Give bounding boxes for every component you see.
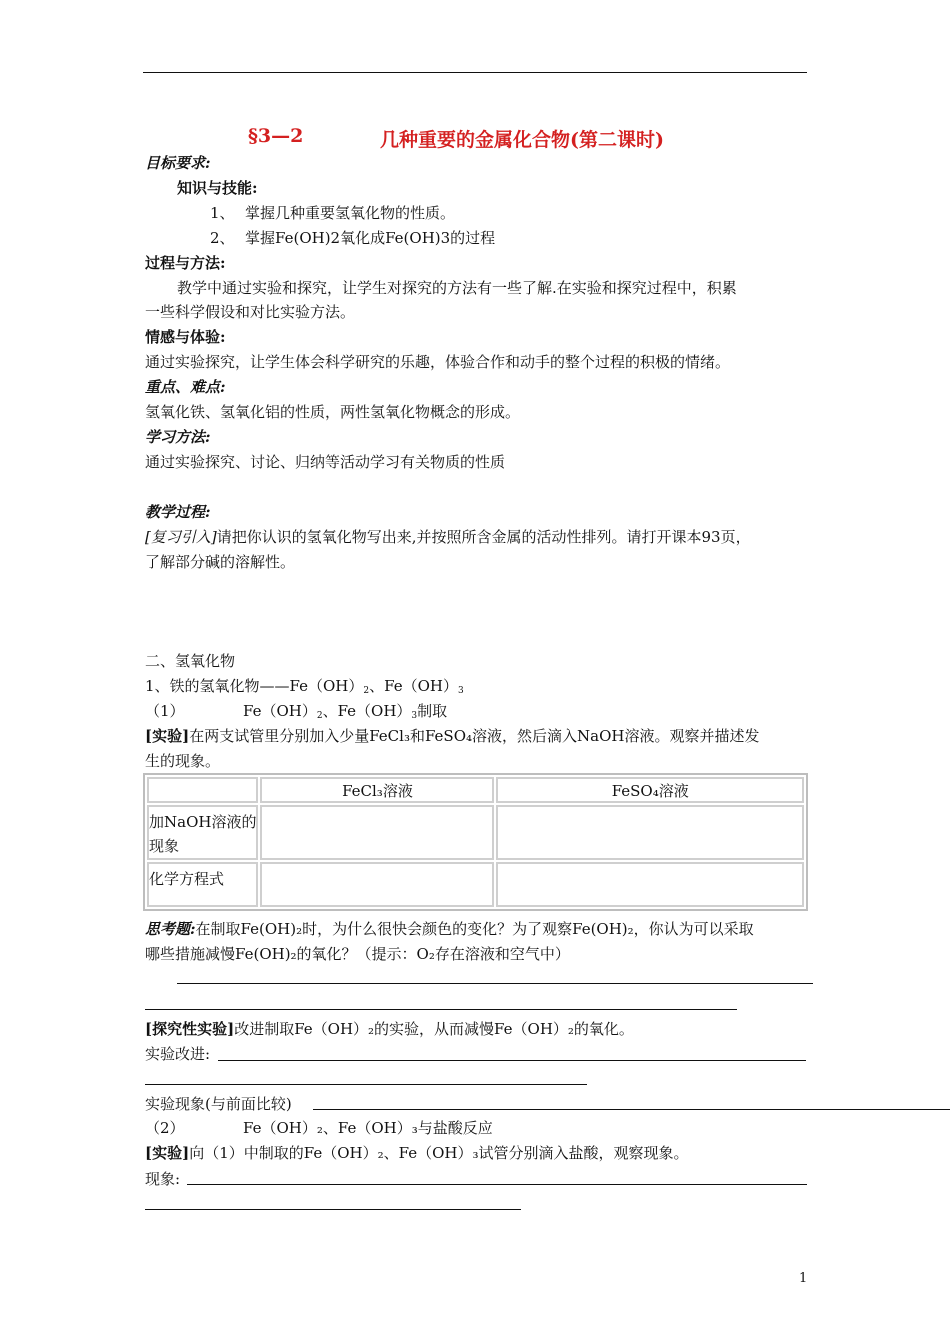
process-text-line2: 一些科学假设和对比实验方法。 (145, 303, 356, 321)
review-text: 请把你认识的氢氧化物写出来,并按照所含金属的活动性排列。请打开课本93页， (216, 528, 751, 546)
experiment2-line (145, 1142, 688, 1163)
item1-mid: 、Fe（OH） (322, 702, 412, 720)
goal-item-text: 掌握几种重要氢氧化物的性质。 (245, 204, 456, 222)
emotion-text: 通过实验探究，让学生体会科学研究的乐趣，体验合作和动手的整个过程的积极的情绪。 (145, 353, 731, 371)
page-number: 1 (799, 1271, 808, 1286)
explore-text: 改进制取Fe（OH）₂的实验，从而减慢Fe（OH）₂的氧化。 (234, 1020, 634, 1038)
table-row-label-phenomenon (147, 805, 258, 860)
phenomenon-compare-line[interactable] (313, 1109, 950, 1110)
iron-hydroxide-text: 1、铁的氢氧化物——Fe（OH） (145, 677, 364, 695)
think-line2: 哪些措施减慢Fe(OH)₂的氧化？（提示：O₂存在溶液和空气中） (145, 945, 570, 963)
method-heading: 学习方法: (145, 428, 211, 446)
phenomenon-answer-line-2[interactable] (145, 1209, 521, 1210)
goal-item-num: 2、 (210, 229, 235, 247)
table-header-feso4: FeSO₄溶液 (496, 777, 804, 803)
subscript: 2 (316, 711, 323, 721)
table-row-label-equation: 化学方程式 (147, 862, 258, 907)
page-title-section: §3—2 (248, 125, 304, 147)
subscript: 2 (363, 686, 370, 696)
item2-text: Fe（OH）₂、Fe（OH）₃与盐酸反应 (243, 1119, 493, 1137)
experiment-tag: [实验] (145, 1144, 190, 1162)
experiment-text: 在两支试管里分别加入少量FeCl₃和FeSO₄溶液，然后滴入NaOH溶液。观察并描述发 (189, 727, 760, 745)
item1-pre: Fe（OH） (243, 702, 317, 720)
subscript: 3 (411, 711, 418, 721)
item2-num: （2） (145, 1119, 185, 1137)
improve-label: 实验改进: (145, 1045, 211, 1063)
answer-line[interactable] (145, 1009, 737, 1010)
process-text-line1: 教学中通过实验和探究，让学生对探究的方法有一些了解.在实验和探究过程中，积累 (177, 279, 737, 297)
review-line2: 了解部分碱的溶解性。 (145, 553, 296, 571)
process-heading: 过程与方法: (145, 254, 226, 272)
teaching-heading: 教学过程: (145, 503, 211, 521)
table-cell-feso4-equation[interactable] (496, 862, 804, 907)
knowledge-heading: 知识与技能: (177, 179, 258, 197)
iron-hydroxide-text: 、Fe（OH） (369, 677, 458, 695)
phenomenon-label: 现象: (145, 1170, 181, 1188)
think-text: 在制取Fe(OH)₂时，为什么很快会颜色的变化？为了观察Fe(OH)₂，你认为可以采取 (195, 920, 754, 938)
item1-num: （1） (145, 702, 185, 720)
phenomenon-compare-label: 实验现象(与前面比较) (145, 1095, 292, 1113)
row-label-line2: 现象 (149, 837, 180, 855)
review-line1 (145, 526, 751, 547)
phenomenon-answer-line[interactable] (187, 1184, 807, 1185)
method-text: 通过实验探究、讨论、归纳等活动学习有关物质的性质 (145, 453, 506, 471)
item1-post: 制取 (417, 702, 448, 720)
experiment-tag: [实验] (145, 727, 190, 745)
key-heading: 重点、难点: (145, 378, 226, 396)
improve-answer-line-2[interactable] (145, 1084, 587, 1085)
review-tag: [复习引入] (145, 528, 217, 546)
goal-item-text: 掌握Fe(OH)2氧化成Fe(OH)3的过程 (245, 229, 496, 247)
part2-heading: 二、氢氧化物 (145, 652, 236, 670)
table-cell-fecl3-phenomenon[interactable] (260, 805, 494, 860)
iron-hydroxide-heading (145, 675, 464, 696)
goals-heading: 目标要求: (145, 154, 211, 172)
table-header-fecl3: FeCl₃溶液 (260, 777, 494, 803)
experiment1-line2: 生的现象。 (145, 752, 221, 770)
think-line1 (145, 918, 754, 939)
goal-item-num: 1、 (210, 204, 235, 222)
think-tag: 思考题: (145, 920, 196, 938)
explore-tag: [探究性实验] (145, 1020, 235, 1038)
improve-answer-line[interactable] (218, 1060, 806, 1061)
emotion-heading: 情感与体验: (145, 328, 226, 346)
subscript: 3 (457, 686, 464, 696)
row-label-line1: 加NaOH溶液的 (149, 813, 257, 831)
answer-line[interactable] (177, 983, 813, 984)
experiment1-line1 (145, 725, 759, 746)
observation-table (143, 773, 808, 911)
item1-text (243, 700, 447, 721)
page-title: 几种重要的金属化合物(第二课时) (380, 129, 664, 151)
key-text: 氢氧化铁、氢氧化铝的性质，两性氢氧化物概念的形成。 (145, 403, 521, 421)
header-rule (143, 72, 807, 73)
table-cell-feso4-phenomenon[interactable] (496, 805, 804, 860)
table-corner-cell (147, 777, 258, 803)
explore-line (145, 1018, 634, 1039)
experiment-text: 向（1）中制取的Fe（OH）₂、Fe（OH）₃试管分别滴入盐酸，观察现象。 (189, 1144, 689, 1162)
table-cell-fecl3-equation[interactable] (260, 862, 494, 907)
